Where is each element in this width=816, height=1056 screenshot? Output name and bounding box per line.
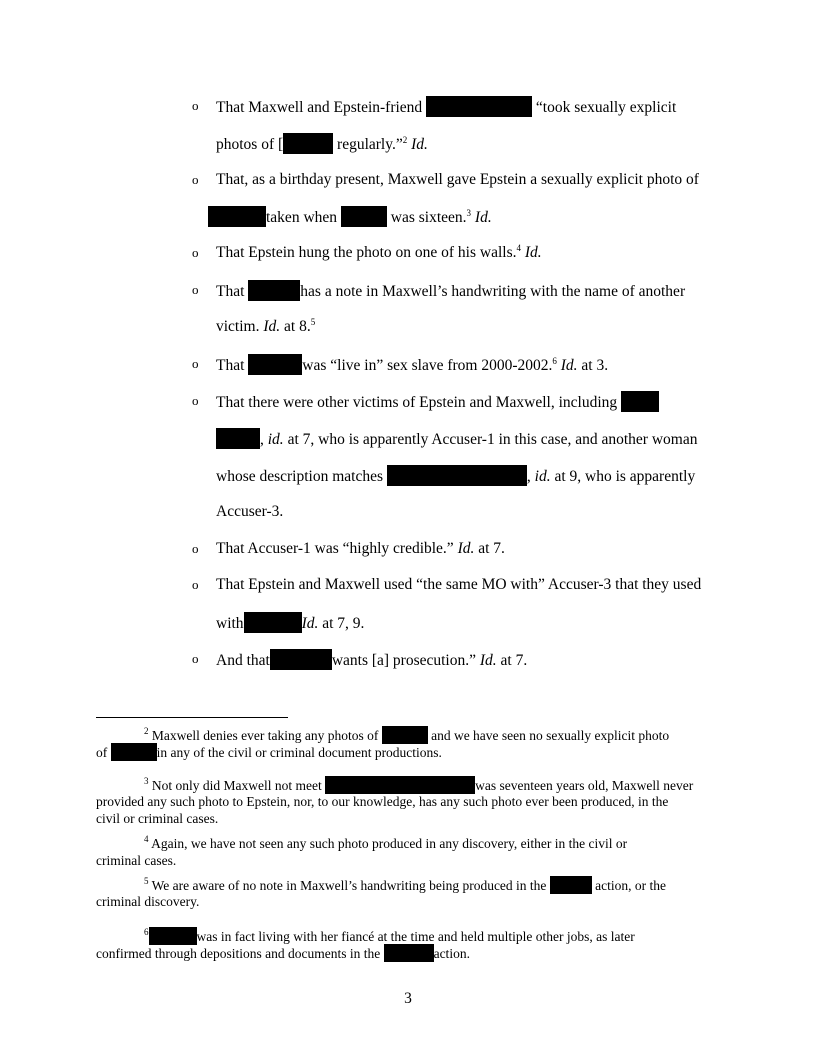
bullet-line: That has a note in Maxwell’s handwriting with the name of another bbox=[216, 280, 685, 302]
footnote-3-cont: civil or criminal cases. bbox=[96, 811, 219, 826]
bullet-line: whose description matches , id. at 9, who is apparently bbox=[216, 465, 695, 487]
redaction-box bbox=[550, 876, 592, 894]
footnote-5-cont: criminal discovery. bbox=[96, 894, 200, 909]
bullet-line: taken when was sixteen.$^3$ Id. bbox=[208, 206, 492, 228]
footnote-2-cont: of in any of the civil or criminal document productions. bbox=[96, 745, 442, 760]
bullet-line: with Id. at 7, 9. bbox=[216, 612, 364, 634]
redaction-box bbox=[270, 649, 332, 670]
bullet-line: That, as a birthday present, Maxwell gave Epstein a sexually explicit photo of bbox=[216, 171, 699, 188]
footnote-5: $^5$ We are aware of no note in Maxwell’s handwriting being produced in the action, or the bbox=[144, 876, 667, 893]
bullet-line: Accuser-3. bbox=[216, 503, 284, 520]
bullet-line: That Epstein and Maxwell used “the same MO with” Accuser-3 that they used bbox=[216, 576, 702, 593]
footnote-6: $^6$ was in fact living with her fiancé at the time and held multiple other jobs, as later bbox=[144, 927, 635, 944]
redaction-box bbox=[216, 428, 260, 449]
bullet-line: That there were other victims of Epstein and Maxwell, including bbox=[216, 391, 659, 413]
footnote-3: $^3$ Not only did Maxwell not meet was seventeen years old, Maxwell never bbox=[144, 776, 694, 793]
bullet-line: And that wants [a] prosecution.” Id. at 7. bbox=[216, 649, 527, 671]
redaction-box bbox=[621, 391, 659, 412]
bullet-marker: o bbox=[192, 577, 199, 592]
footnote-4-cont: criminal cases. bbox=[96, 853, 177, 868]
footnote-6-cont: confirmed through depositions and documents in the action. bbox=[96, 946, 470, 961]
bullet-marker: o bbox=[192, 172, 199, 187]
redaction-box bbox=[387, 465, 527, 486]
bullet-marker: o bbox=[192, 393, 199, 408]
bullet-marker: o bbox=[192, 98, 199, 113]
bullet-line: That Maxwell and Epstein-friend “took sexually explicit bbox=[216, 96, 676, 118]
footnote-4: $^4$ Again, we have not seen any such photo produced in any discovery, either in the civil or bbox=[144, 834, 628, 851]
redaction-box bbox=[149, 927, 197, 945]
redaction-box bbox=[208, 206, 266, 227]
footnote-separator bbox=[96, 717, 288, 718]
redaction-box bbox=[325, 776, 475, 794]
bullet-line: victim. Id. at 8.$^5$ bbox=[216, 317, 316, 335]
bullet-marker: o bbox=[192, 651, 199, 666]
bullet-marker: o bbox=[192, 282, 199, 297]
bullet-marker: o bbox=[192, 356, 199, 371]
redaction-box bbox=[384, 944, 434, 962]
redaction-box bbox=[283, 133, 333, 154]
page-number: 3 bbox=[404, 990, 412, 1007]
bullet-line: That Epstein hung the photo on one of his walls.$^4$ Id. bbox=[216, 243, 542, 261]
bullet-marker: o bbox=[192, 245, 199, 260]
redaction-box bbox=[248, 354, 302, 375]
bullet-marker: o bbox=[192, 541, 199, 556]
bullet-line: photos of [ regularly.”$^2$ Id. bbox=[216, 135, 428, 153]
redaction-box bbox=[111, 743, 157, 761]
bullet-line: That was “live in” sex slave from 2000-2002.$^6$ Id. at 3. bbox=[216, 356, 609, 374]
redaction-box bbox=[248, 280, 300, 301]
redaction-box bbox=[426, 96, 532, 117]
footnote-3-cont: provided any such photo to Epstein, nor, to our knowledge, has any such photo ever been produced, in the bbox=[96, 794, 669, 809]
redaction-box bbox=[341, 206, 387, 227]
bullet-line: , id. at 7, who is apparently Accuser-1 in this case, and another woman bbox=[216, 428, 697, 450]
footnote-2: $^2$ Maxwell denies ever taking any photos of and we have seen no sexually explicit photo bbox=[144, 726, 670, 743]
redaction-box bbox=[244, 612, 302, 633]
redaction-box bbox=[382, 726, 428, 744]
bullet-line: That Accuser-1 was “highly credible.” Id. at 7. bbox=[216, 540, 505, 557]
